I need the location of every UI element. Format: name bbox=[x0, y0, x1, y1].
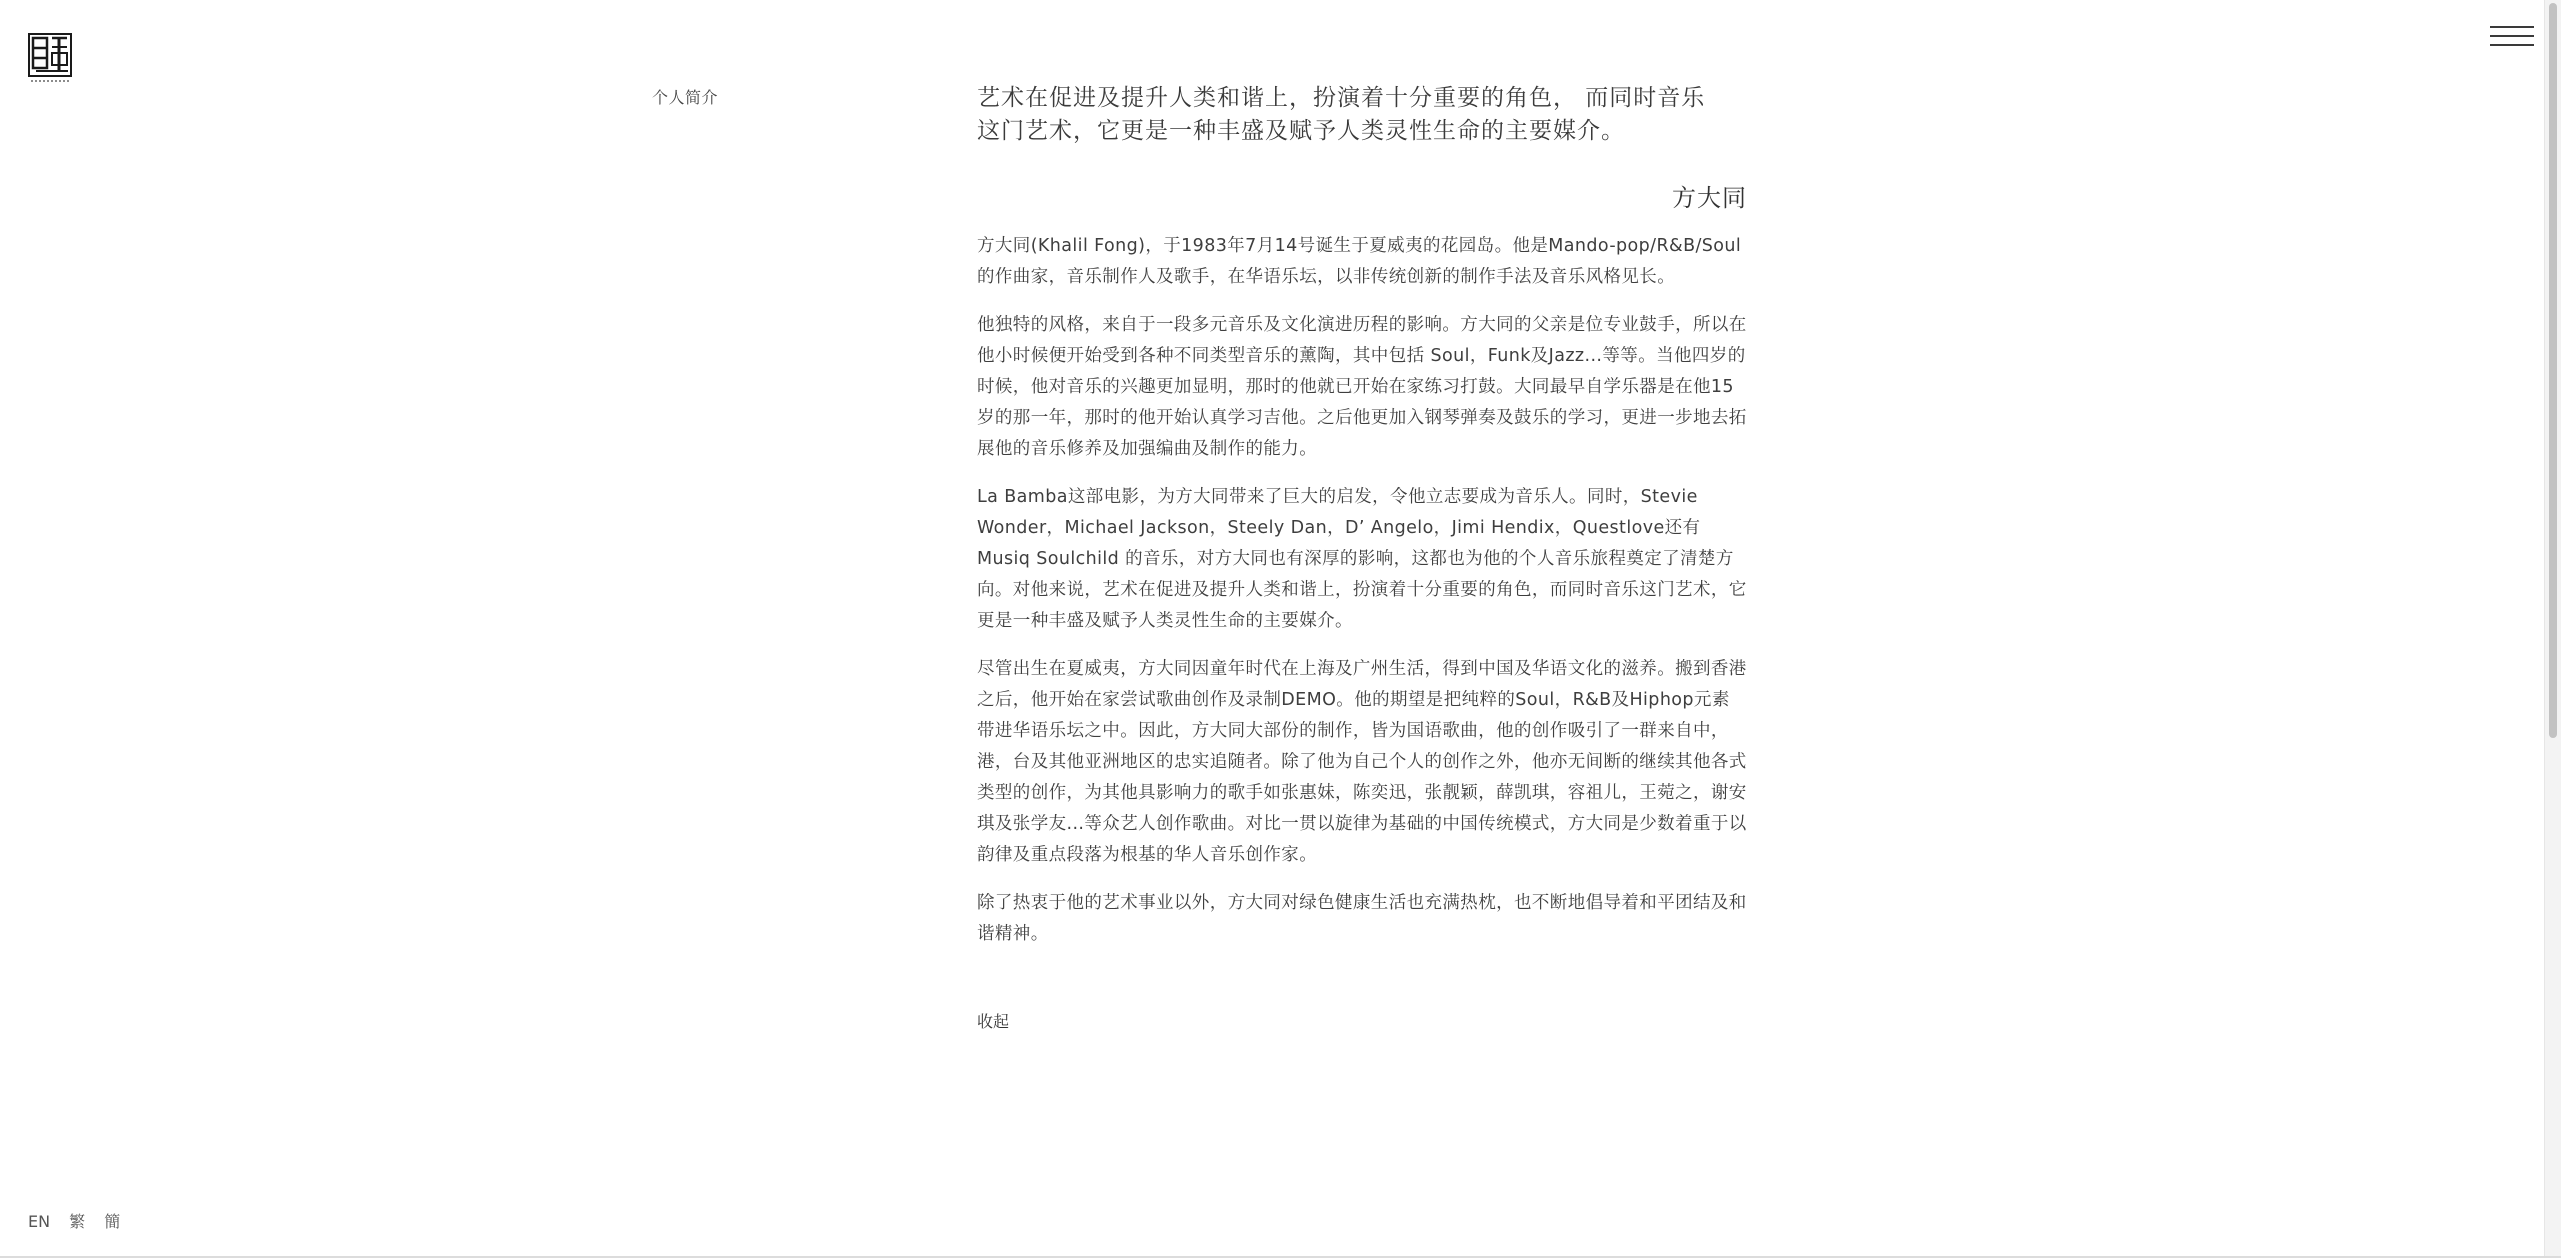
lang-simplified-link[interactable]: 簡 bbox=[104, 1212, 121, 1231]
logo[interactable] bbox=[28, 33, 72, 84]
collapse-link[interactable]: 收起 bbox=[977, 1012, 1010, 1031]
khalil-fong-logo-icon bbox=[28, 33, 72, 84]
lang-traditional-link[interactable]: 繁 bbox=[69, 1212, 86, 1231]
bio-author: 方大同 bbox=[1672, 184, 1747, 212]
bio-quote: 艺术在促进及提升人类和谐上，扮演着十分重要的角色， 而同时音乐这门艺术，它更是一种丰盛及赋予人类灵性生命的主要媒介。 bbox=[977, 85, 1706, 144]
bio-content bbox=[977, 82, 1747, 1032]
bio-paragraph: 方大同(Khalil Fong)，于1983年7月14号诞生于夏威夷的花园岛。他是Mando-pop/R&B/Soul的作曲家，音乐制作人及歌手，在华语乐坛，以非传统创新的制作手法及音乐风格见长。 bbox=[977, 236, 1742, 287]
bio-paragraph: 他独特的风格，来自于一段多元音乐及文化演进历程的影响。方大同的父亲是位专业鼓手，所以在他小时候便开始受到各种不同类型音乐的薰陶，其中包括 Soul，Funk及Jazz...等等。当他四岁的时候，他对音乐的兴趣更加显明，那时的他就已开始在家练习打鼓。大同最早自学乐器是在他15岁的那一年，那时的他开始认真学习吉他。之后他更加入钢琴弹奏及鼓乐的学习，更进一步地去拓展他的音乐修养及加强编曲及制作的能力。 bbox=[977, 315, 1747, 459]
language-switcher bbox=[28, 1209, 134, 1232]
scrollbar-thumb[interactable] bbox=[2549, 3, 2557, 738]
menu-button[interactable] bbox=[2490, 26, 2534, 50]
bio-paragraph: La Bamba这部电影，为方大同带来了巨大的启发，令他立志要成为音乐人。同时，Stevie Wonder，Michael Jackson，Steely Dan，D’ Angelo，Jimi Hendix，Questlove还有Musiq Soulchild 的音乐，对方大同也有深厚的影响，这都也为他的个人音乐旅程奠定了清楚方向。对他来说，艺术在促进及提升人类和谐上，扮演着十分重要的角色，而同时音乐这门艺术，它更是一种丰盛及赋予人类灵性生命的主要媒介。 bbox=[977, 487, 1747, 631]
scrollbar[interactable] bbox=[2544, 0, 2561, 1258]
bio-paragraph: 尽管出生在夏威夷，方大同因童年时代在上海及广州生活，得到中国及华语文化的滋养。搬到香港之后，他开始在家尝试歌曲创作及录制DEMO。他的期望是把纯粹的Soul，R&B及Hiphop元素带进华语乐坛之中。因此，方大同大部份的制作，皆为国语歌曲，他的创作吸引了一群来自中，港，台及其他亚洲地区的忠实追随者。除了他为自己个人的创作之外，他亦无间断的继续其他各式类型的创作，为其他具影响力的歌手如张惠妹，陈奕迅，张靓颖，薛凯琪，容祖儿，王菀之，谢安琪及张学友...等众艺人创作歌曲。对比一贯以旋律为基础的中国传统模式，方大同是少数着重于以韵律及重点段落为根基的华人音乐创作家。 bbox=[977, 659, 1747, 865]
bio-paragraph: 除了热衷于他的艺术事业以外，方大同对绿色健康生活也充满热枕，也不断地倡导着和平团结及和谐精神。 bbox=[977, 893, 1747, 944]
lang-en-link[interactable]: EN bbox=[28, 1212, 51, 1231]
section-label: 个人简介 bbox=[652, 88, 719, 107]
